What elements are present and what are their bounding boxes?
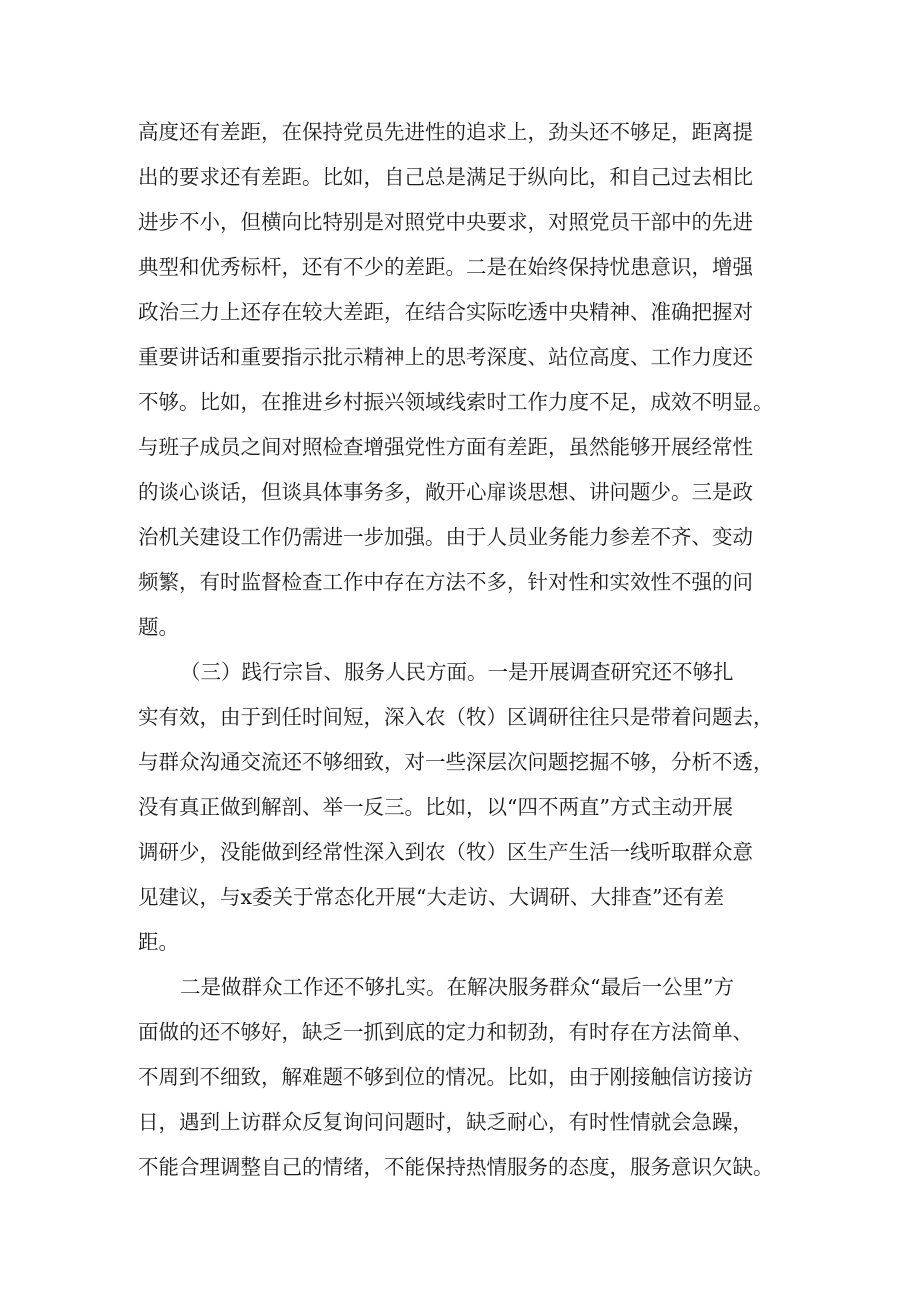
text-line: 见建议，与x委关于常态化开展“大走访、大调研、大排查”还有差 <box>138 885 725 909</box>
text-line: 频繁，有时监督检查工作中存在方法不多，针对性和实效性不强的问 <box>138 570 753 594</box>
text-line: 实有效，由于到任时间短，深入农（牧）区调研往往只是带着问题去， <box>138 705 774 729</box>
text-line: 高度还有差距，在保持党员先进性的追求上，劲头还不够足，距离提 <box>138 120 753 144</box>
text-line: 与群众沟通交流还不够细致，对一些深层次问题挖掘不够，分析不透， <box>138 750 774 774</box>
text-line: 调研少，没能做到经常性深入到农（牧）区生产生活一线听取群众意 <box>138 840 753 864</box>
text-line: 重要讲话和重要指示批示精神上的思考深度、站位高度、工作力度还 <box>138 345 753 369</box>
text-line: 出的要求还有差距。比如，自己总是满足于纵向比，和自己过去相比 <box>138 165 753 189</box>
text-line: 政治三力上还存在较大差距，在结合实际吃透中央精神、准确把握对 <box>138 300 753 324</box>
section-heading-line: （三）践行宗旨、服务人民方面。一是开展调查研究还不够扎 <box>180 660 734 684</box>
text-line: 距。 <box>138 930 179 954</box>
text-line: 与班子成员之间对照检查增强党性方面有差距，虽然能够开展经常性 <box>138 435 753 459</box>
text-line: 面做的还不够好，缺乏一抓到底的定力和韧劲，有时存在方法简单、 <box>138 1020 753 1044</box>
text-line: 不够。比如，在推进乡村振兴领域线索时工作力度不足，成效不明显。 <box>138 390 774 414</box>
paragraph-first-line: 二是做群众工作还不够扎实。在解决服务群众“最后一公里”方 <box>180 975 734 999</box>
text-line: 不能合理调整自己的情绪，不能保持热情服务的态度，服务意识欠缺。 <box>138 1155 774 1179</box>
text-line: 治机关建设工作仍需进一步加强。由于人员业务能力参差不齐、变动 <box>138 525 753 549</box>
text-line: 进步不小，但横向比特别是对照党中央要求，对照党员干部中的先进 <box>138 210 753 234</box>
text-line: 典型和优秀标杆，还有不少的差距。二是在始终保持忧患意识，增强 <box>138 255 753 279</box>
text-line: 没有真正做到解剖、举一反三。比如，以“四不两直”方式主动开展 <box>138 795 733 819</box>
text-line: 题。 <box>138 615 179 639</box>
text-line: 不周到不细致，解难题不够到位的情况。比如，由于刚接触信访接访 <box>138 1065 753 1089</box>
text-line: 的谈心谈话，但谈具体事务多，敞开心扉谈思想、讲问题少。三是政 <box>138 480 753 504</box>
text-line: 日，遇到上访群众反复询问问题时，缺乏耐心，有时性情就会急躁， <box>138 1110 753 1134</box>
